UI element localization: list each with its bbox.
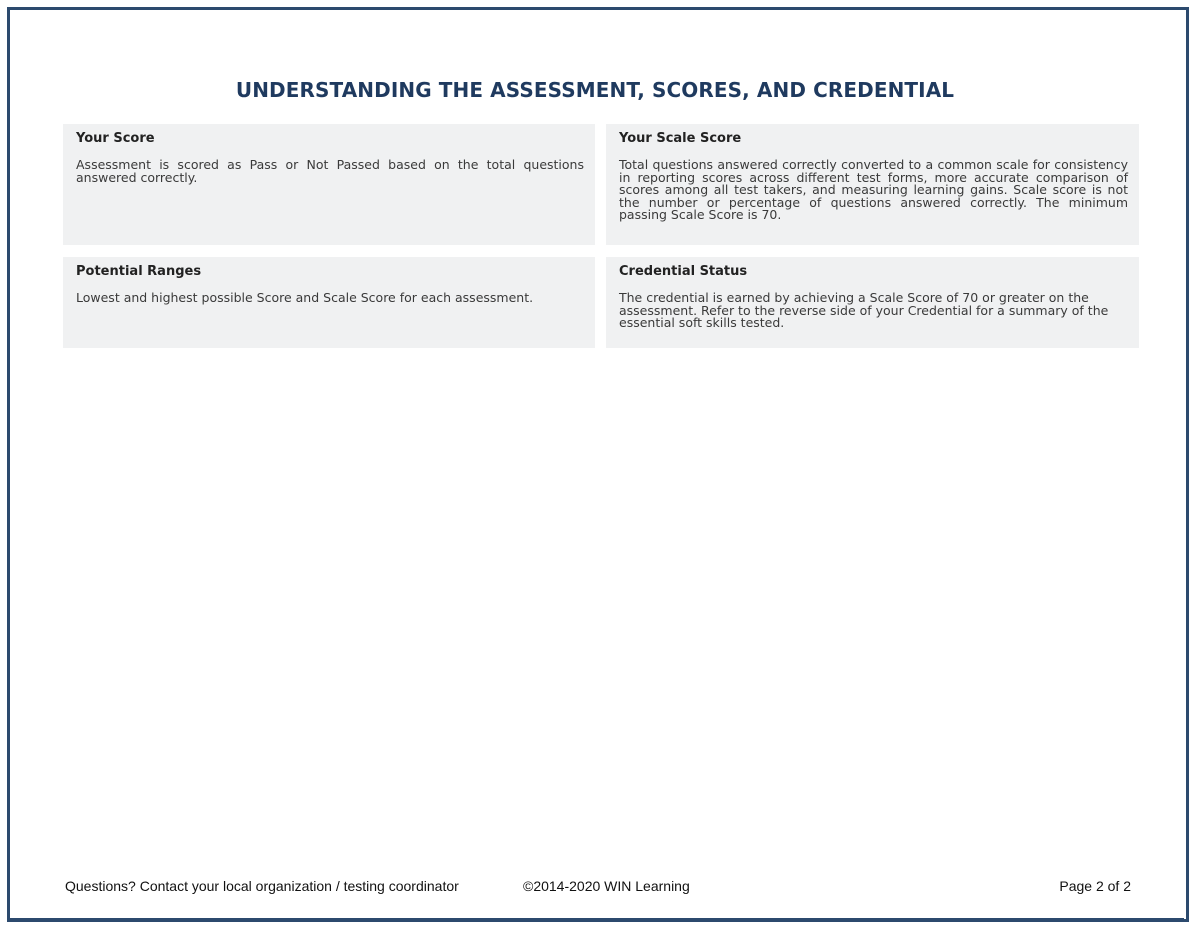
credential-status-panel — [606, 257, 1139, 348]
your-score-heading: Your Score — [76, 131, 155, 146]
potential-ranges-text: Lowest and highest possible Score and Scale Score for each assessment. — [76, 290, 534, 305]
footer-copyright-text: ©2014-2020 WIN Learning — [523, 878, 690, 894]
footer-contact-text: Questions? Contact your local organization / testing coordinator — [65, 878, 459, 894]
your-score-panel — [63, 124, 595, 245]
bottom-divider — [10, 918, 1184, 920]
your-score-text: Assessment is scored as Pass or Not Passed based on the total questions answered correctly. — [76, 157, 584, 185]
page-title: UNDERSTANDING THE ASSESSMENT, SCORES, AND CREDENTIAL — [235, 78, 955, 102]
page-frame — [7, 7, 1189, 922]
potential-ranges-panel — [63, 257, 595, 348]
scale-score-text: Total questions answered correctly converted to a common scale for consistency in reporting scores across different test forms, more accurate comparison of scores among all test takers, and measuring learning gains. Scale score is not the number or percentage of questions answered correctly. The minimum passing Scale Score is 70. — [619, 157, 1128, 222]
credential-status-heading: Credential Status — [619, 264, 748, 279]
credential-status-text: The credential is earned by achieving a Scale Score of 70 or greater on the assessment. Refer to the reverse side of your Credential for a summary of the essential soft skills tested. — [619, 290, 1109, 330]
potential-ranges-heading: Potential Ranges — [76, 264, 202, 279]
footer-page-number: Page 2 of 2 — [1059, 878, 1131, 894]
scale-score-heading: Your Scale Score — [619, 131, 742, 146]
scale-score-panel — [606, 124, 1139, 245]
